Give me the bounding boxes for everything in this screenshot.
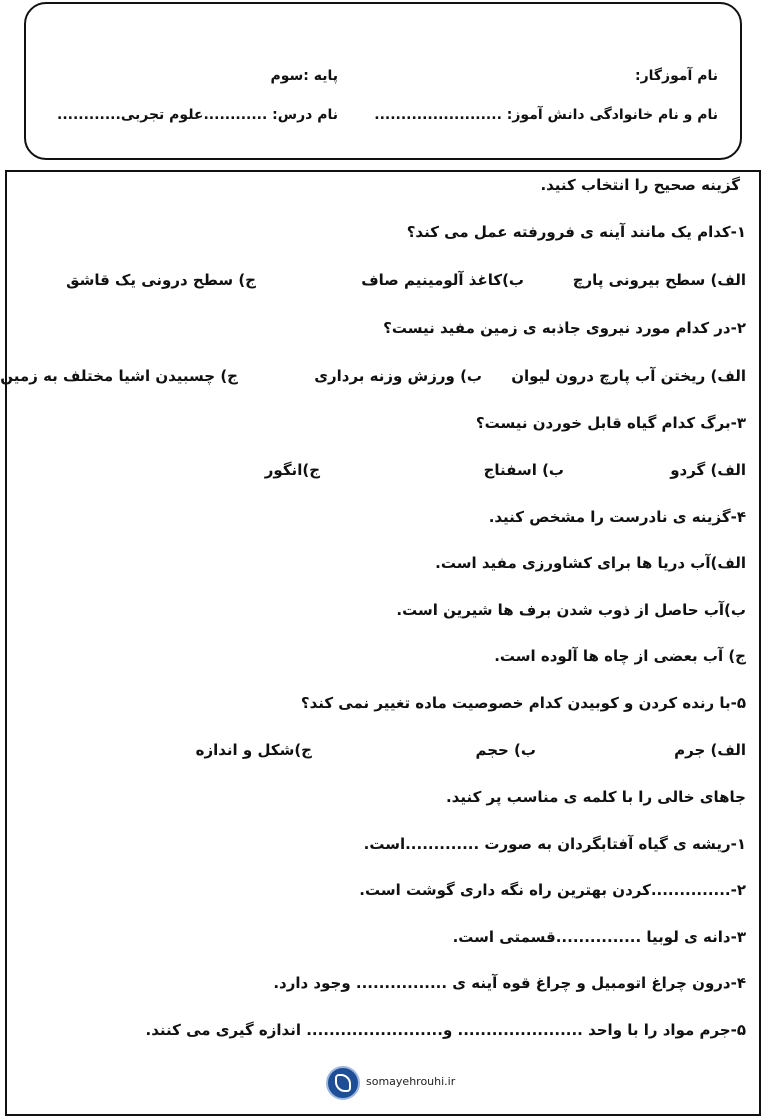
fill-item-2: ۲-..............کردن بهترین راه نگه داری گوشت است. — [359, 881, 746, 899]
question-1: ۱-کدام یک مانند آینه ی فرورفته عمل می کند؟ — [406, 223, 746, 241]
q1-option-c: ج) سطح درونی یک قاشق — [66, 271, 256, 289]
header-box — [24, 2, 742, 160]
fill-item-3: ۳-دانه ی لوبیا ...............قسمتی است. — [452, 928, 746, 946]
q2-option-b: ب) ورزش وزنه برداری — [314, 367, 482, 385]
q1-option-b: ب)کاغذ آلومینیم صاف — [361, 271, 524, 289]
question-5: ۵-با رنده کردن و کوبیدن کدام خصوصیت ماده تغییر نمی کند؟ — [300, 694, 746, 712]
fill-item-5: ۵-جرم مواد را با واحد ...................... و........................ اندازه گیری می کنند. — [145, 1021, 746, 1039]
q1-option-a: الف) سطح بیرونی پارچ — [572, 271, 746, 289]
fill-item-4: ۴-درون چراغ اتومبیل و چراغ قوه آینه ی ................ وجود دارد. — [273, 974, 746, 992]
section2-title: جاهای خالی را با کلمه ی مناسب پر کنید. — [445, 788, 746, 806]
question-4: ۴-گزینه ی نادرست را مشخص کنید. — [488, 508, 746, 526]
q5-option-b: ب) حجم — [475, 741, 536, 759]
q3-option-b: ب) اسفناج — [483, 461, 564, 479]
q2-option-a: الف) ریختن آب پارچ درون لیوان — [511, 367, 746, 385]
question-2: ۲-در کدام مورد نیروی جاذبه ی زمین مفید نیست؟ — [383, 319, 746, 337]
q3-option-a: الف) گردو — [670, 461, 746, 479]
q3-option-c: ج)انگور — [264, 461, 320, 479]
grade-label: پایه :سوم — [270, 68, 338, 84]
question-3: ۳-برگ کدام گیاه قابل خوردن نیست؟ — [475, 414, 746, 432]
q4-statement-a: الف)آب دریا ها برای کشاورزی مفید است. — [435, 554, 746, 572]
somayehrouhi-logo-icon — [326, 1066, 360, 1100]
subject-label: نام درس: ............علوم تجربی............ — [57, 107, 338, 123]
site-url: somayehrouhi.ir — [366, 1075, 456, 1088]
fill-item-1: ۱-ریشه ی گیاه آفتابگردان به صورت .............است. — [363, 835, 746, 853]
q4-statement-c: ج) آب بعضی از چاه ها آلوده است. — [494, 647, 746, 665]
q4-statement-b: ب)آب حاصل از ذوب شدن برف ها شیرین است. — [396, 601, 746, 619]
footer — [326, 1064, 456, 1104]
q5-option-c: ج)شکل و اندازه — [195, 741, 312, 759]
teacher-label: نام آموزگار: — [634, 68, 718, 84]
q5-option-a: الف) جرم — [674, 741, 746, 759]
student-name-label: نام و نام خانوادگی دانش آموز: ........................ — [374, 107, 718, 123]
q2-option-c: ج) چسبیدن اشیا مختلف به زمین — [0, 367, 238, 385]
section1-title: گزینه صحیح را انتخاب کنید. — [540, 176, 740, 194]
